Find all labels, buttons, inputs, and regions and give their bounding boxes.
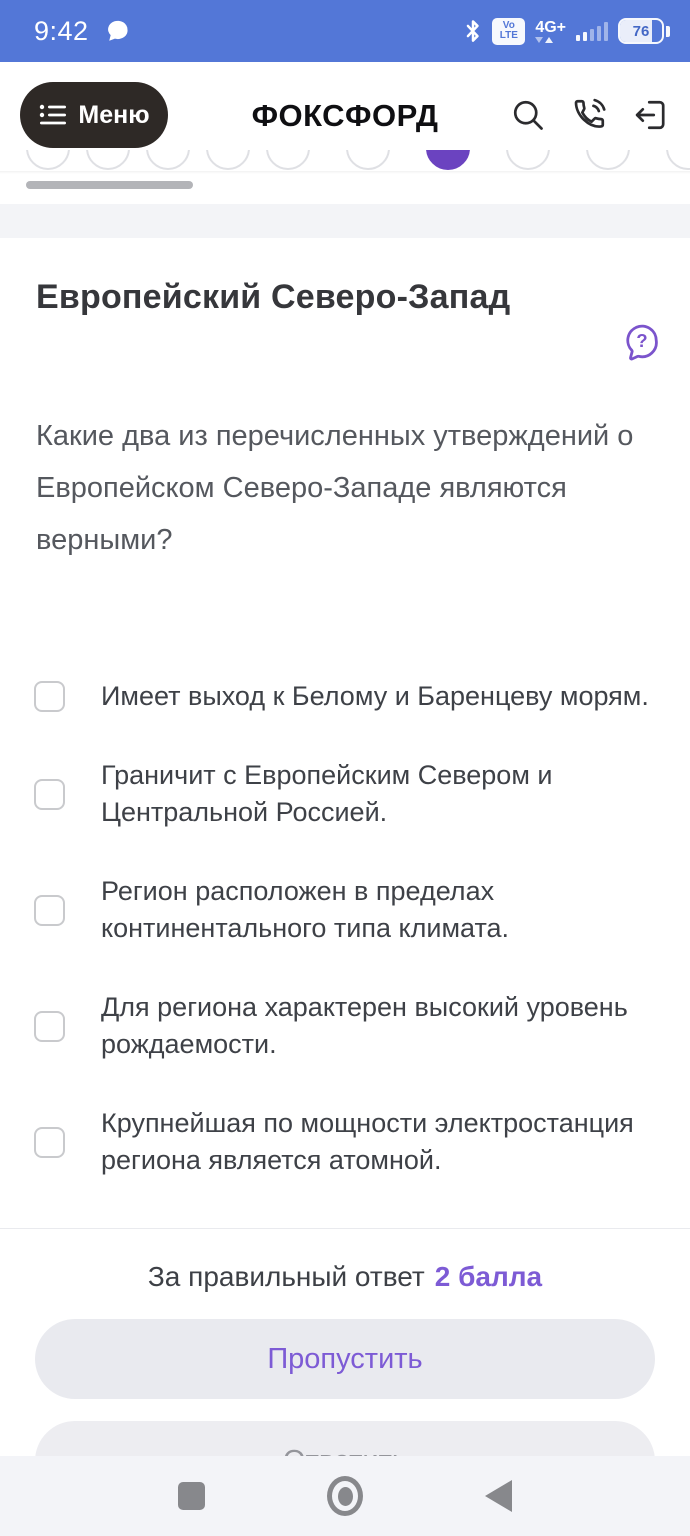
bluetooth-icon	[464, 18, 482, 44]
option-label: Крупнейшая по мощности электростанция региона является атомной.	[101, 1108, 634, 1175]
search-button[interactable]	[510, 97, 546, 133]
checkbox[interactable]	[34, 779, 65, 810]
reward-value: 2 балла	[434, 1261, 543, 1292]
question-nav-circle[interactable]	[346, 150, 390, 170]
battery-indicator: 76	[618, 18, 670, 44]
foxford-logo: ФОКСФОРД	[251, 98, 439, 133]
menu-button[interactable]	[20, 82, 168, 148]
phone-button[interactable]	[570, 96, 608, 134]
home-button[interactable]	[327, 1476, 363, 1516]
question-card	[0, 238, 690, 1228]
network-type-indicator: 4G+	[535, 20, 566, 43]
question-text: Какие два из перечисленных утверждений о Европейском Северо-Западе являются верными?	[36, 420, 634, 556]
option-row[interactable]	[34, 757, 656, 831]
android-nav-bar	[0, 1456, 690, 1536]
option-label: Регион расположен в пределах континентального типа климата.	[101, 876, 510, 943]
menu-list-icon	[38, 102, 68, 128]
question-nav-circle[interactable]	[206, 150, 250, 170]
question-nav-circle[interactable]	[586, 150, 630, 170]
question-nav-circle[interactable]	[26, 150, 70, 170]
back-triangle-icon	[485, 1480, 512, 1512]
reward-prefix: За правильный ответ	[147, 1261, 425, 1292]
menu-label: Меню	[78, 100, 150, 129]
logout-button[interactable]	[632, 97, 668, 133]
logout-icon	[632, 97, 668, 133]
checkbox[interactable]	[34, 895, 65, 926]
reward-line	[0, 1261, 690, 1293]
option-label: Граничит с Европейским Севером и Центральной Россией.	[101, 760, 553, 827]
status-bar	[0, 0, 690, 62]
question-nav-strip	[0, 150, 690, 174]
question-nav-circle[interactable]	[146, 150, 190, 170]
question-nav-circle[interactable]	[506, 150, 550, 170]
app-header	[0, 62, 690, 204]
options-list	[34, 678, 656, 1179]
checkbox[interactable]	[34, 1011, 65, 1042]
back-button[interactable]	[485, 1480, 512, 1512]
checkbox[interactable]	[34, 1127, 65, 1158]
option-row[interactable]	[34, 1105, 656, 1179]
checkbox[interactable]	[34, 681, 65, 712]
option-label: Для региона характерен высокий уровень рождаемости.	[101, 992, 628, 1059]
help-button[interactable]	[622, 322, 662, 364]
question-nav-circle[interactable]	[666, 150, 690, 170]
help-bubble-icon	[622, 322, 662, 364]
chat-bubble-icon	[105, 19, 131, 43]
question-nav-circle-active[interactable]	[426, 150, 470, 170]
option-row[interactable]	[34, 678, 656, 715]
clock: 9:42	[34, 15, 89, 46]
option-label: Имеет выход к Белому и Баренцеву морям.	[101, 681, 649, 711]
question-nav-circle[interactable]	[86, 150, 130, 170]
recents-button[interactable]	[178, 1482, 205, 1510]
option-row[interactable]	[34, 873, 656, 947]
question-nav-scrollbar[interactable]	[26, 181, 193, 189]
home-circle-icon	[327, 1476, 363, 1516]
skip-button[interactable]: Пропустить	[35, 1319, 655, 1399]
phone-icon	[570, 96, 608, 134]
signal-bars-icon	[576, 21, 608, 41]
svg-text:?: ?	[636, 330, 648, 352]
search-icon	[510, 97, 546, 133]
option-row[interactable]	[34, 989, 656, 1063]
question-title: Европейский Северо-Запад	[36, 278, 511, 316]
section-gap	[0, 204, 690, 238]
question-nav-circle[interactable]	[266, 150, 310, 170]
recents-square-icon	[178, 1482, 205, 1510]
volte-badge: Vo LTE	[492, 18, 525, 45]
